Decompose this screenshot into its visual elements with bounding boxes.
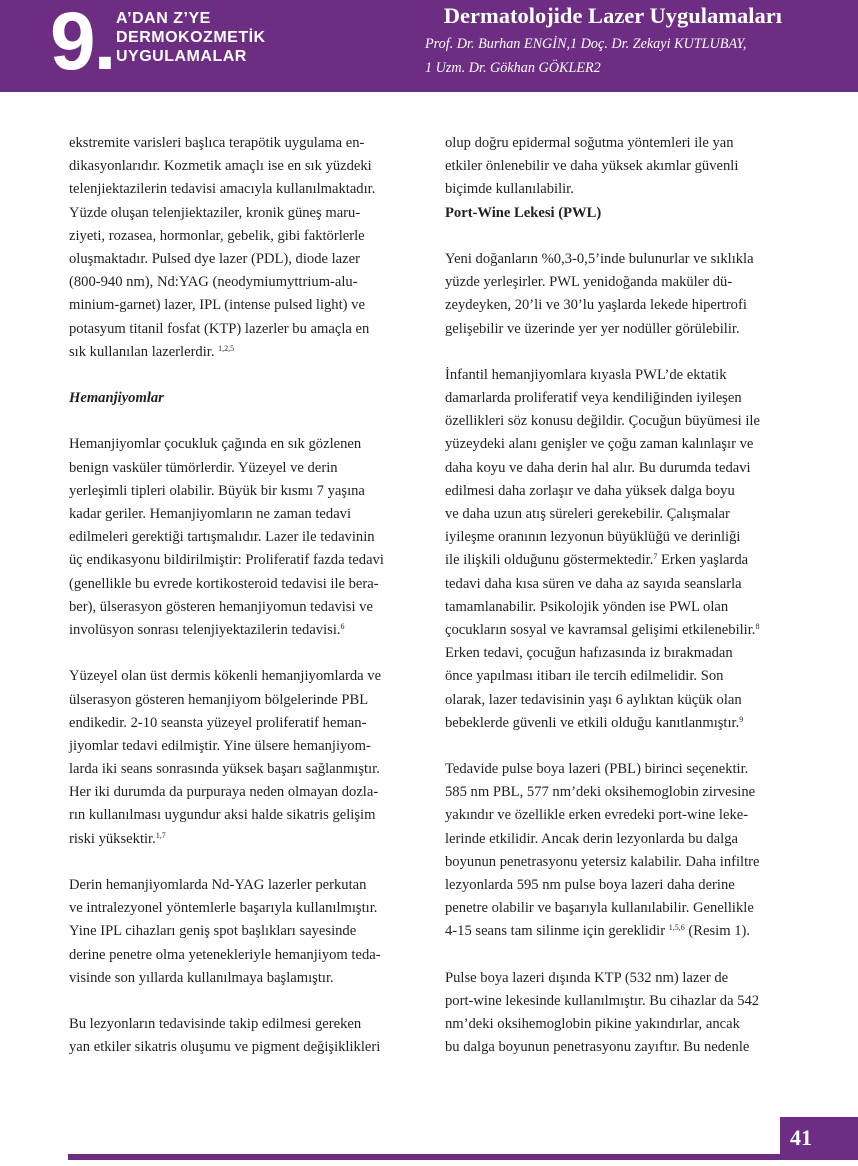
text-span: 4-15 seans tam silinme için gereklidir	[445, 923, 666, 940]
text-line: İnfantil hemanjiyomlara kıyasla PWL’de ektatik	[445, 366, 727, 383]
text-line: larda iki seans sonrasında yüksek başarı sağlanmıştır.	[69, 761, 380, 778]
text-line: üç endikasyonu bildirilmiştir: Proliferatif fazda tedavi	[69, 552, 384, 569]
text-line: lezyonlarda 595 nm pulse boya lazeri daha derine	[445, 877, 735, 893]
text-line: rın kullanılması uygundur aksi halde sikatris gelişim	[69, 807, 376, 824]
chapter-title	[116, 9, 266, 66]
chapter-title-line: UYGULAMALAR	[116, 48, 247, 65]
paragraph	[69, 132, 414, 364]
text-line: kadar geriler. Hemanjiyomların ne zaman tedavi	[69, 506, 352, 522]
text-line: endikedir. 2-10 seansta yüzeyel proliferatif heman-	[69, 714, 367, 731]
text-line: Derin hemanjiyomlarda Nd-YAG lazerler perkutan	[69, 877, 367, 893]
right-column	[445, 132, 790, 1060]
paragraph	[69, 874, 414, 990]
text-line: olarak, lazer tedavisinin yaşı 6 aylıktan küçük olan	[445, 691, 742, 708]
text-line: bu dalga boyunun penetrasyonu zayıftır. Bu nedenle	[445, 1039, 750, 1056]
text-line: (genellikle bu evrede kortikosteroid tedavisi ile bera-	[69, 575, 379, 592]
citation: 1,5,6	[668, 923, 685, 933]
authors-line: Prof. Dr. Burhan ENGİN,1 Doç. Dr. Zekayi KUTLUBAY,	[425, 36, 747, 52]
citation: 1,7	[155, 830, 166, 840]
citation: 9	[739, 714, 744, 724]
chapter-number: 9.	[50, 0, 115, 87]
text-line: minium-garnet) lazer, IPL (intense pulsed light) ve	[69, 297, 365, 314]
text-line: yan etkiler sikatris oluşumu ve pigment değişiklikleri	[69, 1039, 381, 1056]
chapter-title-line: A’DAN Z’YE	[116, 10, 211, 27]
paragraph	[69, 1013, 414, 1059]
chapter-title-line: DERMOKOZMETİK	[116, 29, 266, 46]
text-span: riski yüksektir.	[69, 830, 156, 847]
book-title: Dermatolojide Lazer Uygulamaları	[443, 3, 782, 28]
text-line: yüzde yerleşirler. PWL yenidoğanda maküler dü-	[445, 274, 733, 291]
text-line: olup doğru epidermal soğutma yöntemleri ile yan	[445, 135, 734, 151]
text-line: ve daha uzun atış süreleri gerekebilir. Çalışmalar	[445, 506, 730, 522]
text-line: Yüzeyel olan üst dermis kökenli hemanjiyomlarda ve	[69, 668, 382, 685]
left-column	[69, 132, 414, 1060]
text-line	[445, 920, 790, 943]
text-line: Erken tedavi, çocuğun hafızasında iz bırakmadan	[445, 645, 733, 662]
text-span: sık kullanılan lazerlerdir.	[69, 343, 215, 360]
text-line: port-wine lekesinde kullanılmıştır. Bu cihazlar da 542	[445, 992, 760, 1009]
text-line: penetre olabilir ve başarıyla kullanılabilir. Genellikle	[445, 900, 754, 917]
text-span: ile ilişkili olduğunu göstermektedir.	[445, 552, 654, 569]
text-line	[69, 828, 414, 851]
text-span: (Resim 1).	[684, 923, 750, 940]
text-line: jiyomlar tedavi edilmiştir. Yine ülsere hemanjiyom-	[69, 737, 371, 754]
text-line: tamamlanabilir. Psikolojik yönden ise PWL olan	[445, 598, 729, 615]
text-line: Tedavide pulse boya lazeri (PBL) birinci seçenektir.	[445, 761, 749, 778]
text-line: biçimde kullanılabilir.	[445, 181, 574, 198]
text-line: Bu lezyonların tedavisinde takip edilmesi gereken	[69, 1016, 362, 1033]
paragraph	[69, 665, 414, 851]
text-line: potasyum titanil fosfat (KTP) lazerler bu amaçla en	[69, 320, 370, 337]
text-line: visinde son yıllarda kullanılmaya başlamıştır.	[69, 969, 334, 986]
text-line: önce yapılması itibarı ile tercih edilmelidir. Son	[445, 668, 724, 685]
citation: 6	[340, 621, 345, 631]
text-span: Erken yaşlarda	[657, 552, 749, 569]
text-line: yerleşimli tipleri olabilir. Büyük bir kısmı 7 yaşına	[69, 482, 365, 499]
paragraph	[445, 248, 790, 341]
text-line: oluşmaktadır. Pulsed dye lazer (PDL), diode lazer	[69, 250, 360, 267]
text-line: Pulse boya lazeri dışında KTP (532 nm) lazer de	[445, 969, 729, 986]
text-line: (800-940 nm), Nd:YAG (neodymiumyttrium-alu-	[69, 274, 358, 291]
text-line: Yine IPL cihazları geniş spot başlıkları sayesinde	[69, 923, 357, 940]
text-line: edilmeleri gerektiği tartışmalıdır. Lazer ile tedavinin	[69, 529, 375, 546]
text-line: derine penetre olma yetenekleriyle hemanjiyom teda-	[69, 946, 381, 963]
text-line: zeydeyken, 20’li ve 30’lu yaşlarda lekede hipertrofi	[445, 297, 747, 314]
text-line: ziyeti, rozasea, hormonlar, gebelik, gibi faktörlerle	[69, 227, 365, 244]
text-line: dikasyonlarıdır. Kozmetik amaçlı ise en sık yüzdeki	[69, 158, 372, 175]
text-span: bebeklerde güvenli ve etkili olduğu kanıtlanmıştır.	[445, 714, 740, 731]
text-line: lerinde etkilidir. Ancak derin lezyonlarda bu dalga	[445, 830, 738, 847]
text-line: yakındır ve özellikle erken evredeki port-wine leke-	[445, 807, 749, 824]
text-line: gelişebilir ve üzerinde yer yer nodüller görülebilir.	[445, 320, 740, 337]
text-line: benign vasküler tümörlerdir. Yüzeyel ve derin	[69, 459, 338, 476]
text-line	[69, 341, 414, 364]
text-line: ülserasyon gösteren hemanjiyom bölgelerinde PBL	[69, 691, 369, 708]
footer-rule	[68, 1154, 858, 1160]
text-line: edilmesi daha zorlaşır ve daha yüksek dalga boyu	[445, 482, 735, 499]
text-line: iyileşme oranının lezyonun büyüklüğü ve derinliği	[445, 529, 741, 546]
text-line: yüzeydeki alanı genişler ve çoğu zaman kalınlaşır ve	[445, 436, 754, 453]
page-number: 41	[790, 1125, 812, 1150]
text-line: boyunun penetrasyonu yetersiz kalabilir. Daha infiltre	[445, 853, 760, 870]
authors	[425, 33, 785, 80]
paragraph	[69, 433, 414, 642]
text-line: daha koyu ve daha derin hal alır. Bu durumda tedavi	[445, 459, 751, 476]
text-line	[69, 619, 414, 642]
text-span: çocukların sosyal ve kavramsal gelişimi etkilenebilir.	[445, 621, 756, 638]
text-line: telenjiektazilerin tedavisi amacıyla kullanılmaktadır.	[69, 181, 376, 198]
section-heading: Port-Wine Lekesi (PWL)	[445, 204, 602, 221]
text-line: 585 nm PBL, 577 nm’deki oksihemoglobin zirvesine	[445, 784, 756, 801]
paragraph	[445, 758, 790, 944]
text-line	[445, 619, 790, 642]
paragraph	[445, 364, 790, 735]
citation: 8	[755, 621, 760, 631]
citation: 7	[653, 552, 658, 562]
paragraph	[445, 967, 790, 1060]
text-line: Yüzde oluşan telenjiektaziler, kronik güneş maru-	[69, 204, 361, 221]
paragraph	[445, 132, 790, 202]
authors-line: 1 Uzm. Dr. Gökhan GÖKLER2	[425, 59, 601, 76]
text-line: Hemanjiyomlar çocukluk çağında en sık gözlenen	[69, 436, 362, 453]
text-line: Yeni doğanların %0,3-0,5’inde bulunurlar ve sıklıkla	[445, 250, 754, 267]
text-line: etkiler önlenebilir ve daha yüksek akımlar güvenli	[445, 158, 739, 175]
text-line: Her iki durumda da purpuraya neden olmayan dozla-	[69, 784, 379, 801]
text-line: tedavi daha kısa süren ve daha az sayıda seanslarla	[445, 575, 742, 592]
text-span: involüsyon sonrası telenjiyektazilerin tedavisi.	[69, 621, 341, 638]
text-line: damarlarda proliferatif veya kendiliğinden iyileşen	[445, 390, 742, 407]
text-line	[445, 549, 790, 572]
text-line: ekstremite varisleri başlıca terapötik uygulama en-	[69, 135, 365, 151]
section-heading: Hemanjiyomlar	[69, 390, 164, 407]
text-line	[445, 712, 790, 735]
text-line: ber), ülserasyon gösteren hemanjiyomun tedavisi ve	[69, 598, 373, 615]
text-line: ve intralezyonel yöntemlerle başarıyla kullanılmıştır.	[69, 900, 378, 917]
text-line: nm’deki oksihemoglobin pikine yakındırlar, ancak	[445, 1016, 740, 1033]
citation: 1,2,5	[218, 343, 235, 353]
text-line: özellikleri söz konusu değildir. Çocuğun büyümesi ile	[445, 413, 760, 430]
